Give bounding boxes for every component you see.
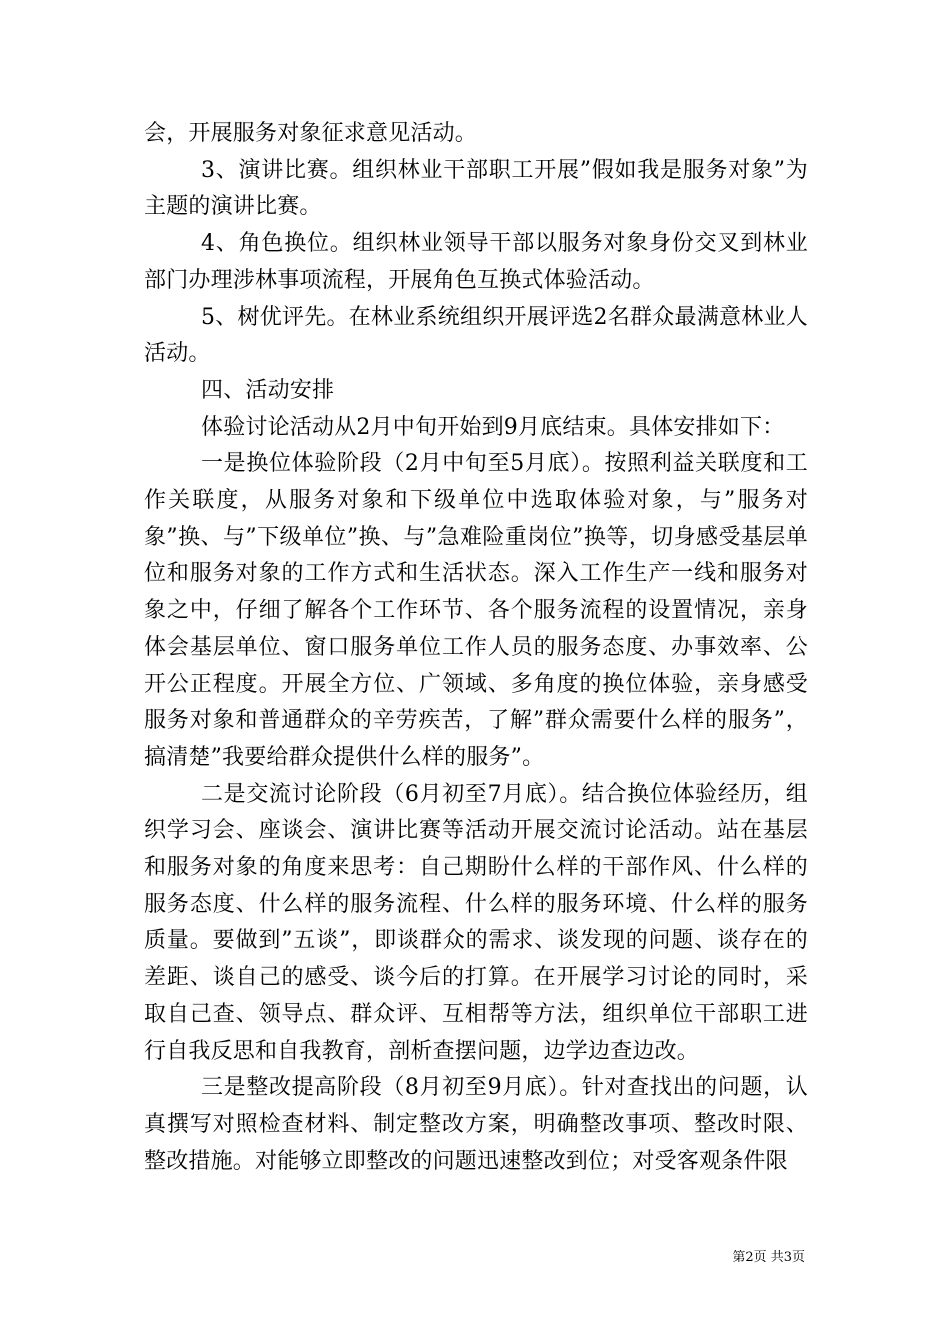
paragraph-stage-2: 二是交流讨论阶段（6月初至7月底）。结合换位体验经历，组织学习会、座谈会、演讲比赛等活动开展交流讨论活动。站在基层和服务对象的角度来思考：自己期盼什么样的干部作风、什么样的服务态度、什么样的服务流程、什么样的服务环境、什么样的服务质量。要做到”五谈”，即谈群众的需求、谈发现的问题、谈存在的差距、谈自己的感受、谈今后的打算。在开展学习讨论的同时，采取自己查、领导点、群众评、互相帮等方法，组织单位干部职工进行自我反思和自我教育，剖析查摆问题，边学边查边改。: [144, 781, 808, 1064]
section-heading: 四、活动安排: [201, 377, 335, 403]
paragraph-item-5: 5、树优评先。在林业系统组织开展评选2名群众最满意林业人活动。: [144, 304, 808, 367]
paragraph-intro: 体验讨论活动从2月中旬开始到9月底结束。具体安排如下：: [201, 414, 785, 440]
document-body: [144, 116, 808, 1180]
paragraph-continuation: 会，开展服务对象征求意见活动。: [144, 121, 478, 146]
paragraph-stage-1: 一是换位体验阶段（2月中旬至5月底）。按照利益关联度和工作关联度，从服务对象和下级单位中选取体验对象，与”服务对象”换、与”下级单位”换、与”急难险重岗位”换等，切身感受基层单位和服务对象的工作方式和生活状态。深入工作生产一线和服务对象之中，仔细了解各个工作环节、各个服务流程的设置情况，亲身体会基层单位、窗口服务单位工作人员的服务态度、办事效率、公开公正程度。开展全方位、广领域、多角度的换位体验，亲身感受服务对象和普通群众的辛劳疾苦，了解”群众需要什么样的服务”，搞清楚”我要给群众提供什么样的服务”。: [144, 451, 808, 770]
page-number: 第2页 共3页: [732, 1250, 805, 1265]
paragraph-item-4: 4、角色换位。组织林业领导干部以服务对象身份交叉到林业部门办理涉林事项流程，开展角色互换式体验活动。: [144, 231, 808, 293]
paragraph-stage-3: 三是整改提高阶段（8月初至9月底）。针对查找出的问题，认真撰写对照检查材料、制定整改方案，明确整改事项、整改时限、整改措施。对能够立即整改的问题迅速整改到位；对受客观条件限: [144, 1075, 808, 1174]
paragraph-item-3: 3、演讲比赛。组织林业干部职工开展”假如我是服务对象”为主题的演讲比赛。: [144, 157, 808, 220]
